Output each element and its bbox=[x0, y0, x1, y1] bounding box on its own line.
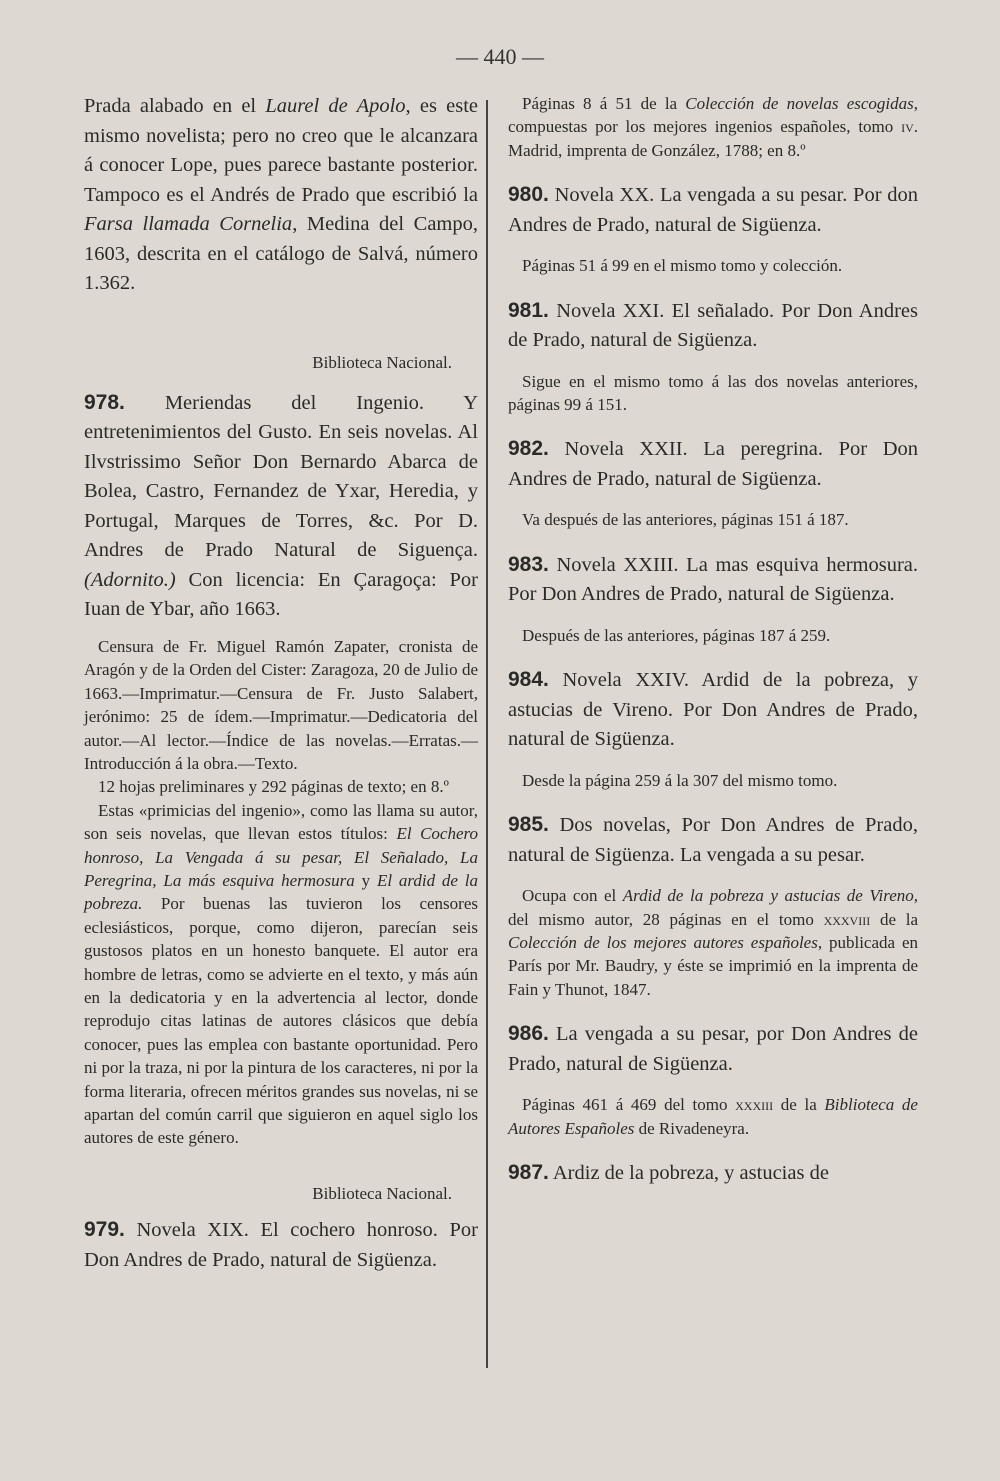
text: Novela XX. La vengada a su pesar. Por don Andres de Prado, natural de Sigüenza. bbox=[508, 184, 918, 236]
text: Páginas 8 á 51 de la bbox=[522, 94, 686, 113]
entry-978-note bbox=[84, 799, 478, 1150]
title-italic: Biblioteca de Autores Españoles bbox=[508, 1095, 918, 1138]
text: Ocupa con el bbox=[522, 886, 623, 906]
entry-number: 980. bbox=[508, 183, 549, 207]
entry-984-note: Desde la página 259 á la 307 del mismo tomo. bbox=[522, 770, 838, 790]
title-italic: (Adornito.) bbox=[84, 568, 176, 591]
right-column bbox=[508, 92, 918, 1189]
entry-980-heading bbox=[508, 180, 918, 240]
entry-986-note bbox=[508, 1093, 918, 1140]
entry-number: 983. bbox=[508, 552, 549, 576]
text: Novela XXIV. Ardid de la pobreza, y astucias de Vireno. Por Don Andres de Prado, natural de Sigüenza. bbox=[508, 669, 918, 751]
text: Prada alabado en el bbox=[84, 95, 266, 117]
text: Estas «primicias del ingenio», como las llama su autor, son seis novelas, que llevan estos títulos: bbox=[84, 800, 478, 844]
entry-983-note: Después de las anteriores, páginas 187 á 259. bbox=[522, 625, 831, 645]
entry-number: 978. bbox=[84, 390, 125, 414]
library-location: Biblioteca Nacional. bbox=[312, 352, 452, 372]
text: , compuestas por los mejores ingenios españoles, tomo bbox=[508, 94, 918, 137]
entry-981-heading bbox=[508, 296, 918, 356]
entry-number: 985. bbox=[508, 813, 549, 837]
entry-985-heading bbox=[508, 810, 918, 870]
title-italic: Laurel de Apolo bbox=[265, 95, 406, 117]
entry-number: 981. bbox=[508, 298, 549, 322]
entry-978-collation: 12 hojas preliminares y 292 páginas de texto; en 8.º bbox=[98, 777, 449, 797]
continuation-note bbox=[508, 92, 918, 162]
library-location: Biblioteca Nacional. bbox=[312, 1183, 452, 1203]
text: Páginas 461 á 469 del tomo bbox=[522, 1095, 736, 1115]
text: , publicada en París por Mr. Baudry, y éste se imprimió en la imprenta de Fain y Thunot, 1847. bbox=[508, 932, 918, 999]
entry-986-heading bbox=[508, 1019, 918, 1079]
text: Por buenas las tuvieron los censores eclesiásticos, porque, como dijeron, parecían seis gustosos platos en un honesto banquete. El autor era hombre de letras, como se advierte en el texto, y más aún en la dedicatoria y en la advertencia al lector, donde reprodujo citas latinas de autores clásicos que debía conocer, pues las emplea con bastante oportunidad. Pero ni por la traza, ni por la pintura de los caracteres, ni por la forma literaria, ofrecen méritos grandes sus novelas, ni se apartan del común carril que siguieron en aquel siglo los autores de este género. bbox=[84, 894, 478, 1148]
text: , es este mismo novelista; pero no creo que le alcanzara á conocer Lope, pues parece bastante posterior. Tampoco es el Andrés de Prado que escribió la bbox=[84, 95, 478, 206]
text: Novela XXII. La peregrina. Por Don Andres de Prado, natural de Sigüenza. bbox=[508, 438, 918, 490]
title-italic: Colección de novelas escogidas bbox=[685, 94, 914, 113]
text: . Madrid, imprenta de González, 1788; en 8.º bbox=[508, 117, 918, 160]
entry-978-censura: Censura de Fr. Miguel Ramón Zapater, cronista de Aragón y de la Orden del Cister: Zaragoza, 20 de Julio de 1663.—Imprimatur.—Censura de Fr. Justo Salabert, jerónimo: 25 de ídem.—Imprimatur.—Dedicatoria del autor.—Al lector.—Índice de las novelas.—Erratas.—Introducción á la obra.—Texto. bbox=[84, 636, 478, 773]
text: , Medina del Campo, 1603, descrita en el catálogo de Salvá, número 1.362. bbox=[84, 213, 478, 294]
page-number: — 440 — bbox=[456, 44, 544, 69]
text: Novela XIX. El cochero honroso. Por Don Andres de Prado, natural de Sigüenza. bbox=[84, 1219, 478, 1271]
text: Con licencia: En Çaragoça: Por Iuan de Ybar, año 1663. bbox=[84, 568, 478, 621]
entry-979-heading bbox=[84, 1215, 478, 1275]
volume-numeral: xxxviii bbox=[823, 909, 871, 929]
entry-983-heading bbox=[508, 550, 918, 610]
entry-number: 984. bbox=[508, 668, 549, 692]
column-divider bbox=[486, 100, 488, 1368]
entry-982-note: Va después de las anteriores, páginas 151 á 187. bbox=[522, 510, 849, 530]
entry-980-note: Páginas 51 á 99 en el mismo tomo y colección. bbox=[522, 256, 843, 276]
title-italic: Farsa llamada Cornelia bbox=[84, 213, 293, 235]
titles-italic: El Cochero honroso, La Vengada á su pesar, El Señalado, La Peregrina, La más esquiva hermosura bbox=[84, 824, 479, 890]
volume-numeral: iv bbox=[901, 117, 914, 137]
text: La vengada a su pesar, por Don Andres de Prado, natural de Sigüenza. bbox=[508, 1023, 918, 1075]
entry-number: 986. bbox=[508, 1022, 549, 1046]
entry-982-heading bbox=[508, 434, 918, 494]
text: de Rivadeneyra. bbox=[634, 1118, 750, 1138]
entry-number: 979. bbox=[84, 1218, 125, 1242]
entry-number: 987. bbox=[508, 1161, 549, 1184]
text: Novela XXIII. La mas esquiva hermosura. Por Don Andres de Prado, natural de Sigüenza. bbox=[508, 553, 918, 606]
text: Dos novelas, Por Don Andres de Prado, natural de Sigüenza. La vengada a su pesar. bbox=[508, 814, 918, 866]
text: y bbox=[354, 870, 377, 890]
text: , del mismo autor, 28 páginas en el tomo bbox=[508, 886, 918, 929]
volume-numeral: xxxiii bbox=[735, 1095, 774, 1115]
entry-985-note bbox=[508, 884, 918, 1001]
entry-981-note: Sigue en el mismo tomo á las dos novelas anteriores, páginas 99 á 151. bbox=[508, 371, 918, 415]
entry-987-heading bbox=[508, 1158, 918, 1189]
entry-984-heading bbox=[508, 665, 918, 755]
left-column bbox=[84, 92, 478, 1275]
text: Meriendas del Ingenio. Y entretenimientos del Gusto. En seis novelas. Al Ilvstrissimo Señor Don Bernardo Abarca de Bolea, Castro, Fernandez de Yxar, Heredia, y Portugal, Marques de Torres, &c. Por D. Andres de Prado Natural de Siguença. bbox=[84, 391, 478, 562]
text: de la bbox=[773, 1095, 825, 1115]
intro-paragraph bbox=[84, 92, 478, 299]
entry-number: 982. bbox=[508, 437, 549, 461]
entry-978-heading bbox=[84, 388, 478, 625]
text: Ardiz de la pobreza, y astucias de bbox=[548, 1162, 829, 1184]
title-italic: Ardid de la pobreza y astucias de Vireno bbox=[622, 886, 914, 906]
text: de la bbox=[870, 909, 918, 929]
title-italic: El ardid de la pobreza. bbox=[84, 870, 479, 914]
text: Novela XXI. El señalado. Por Don Andres de Prado, natural de Sigüenza. bbox=[508, 299, 918, 352]
title-italic: Colección de los mejores autores españoles bbox=[508, 932, 818, 952]
